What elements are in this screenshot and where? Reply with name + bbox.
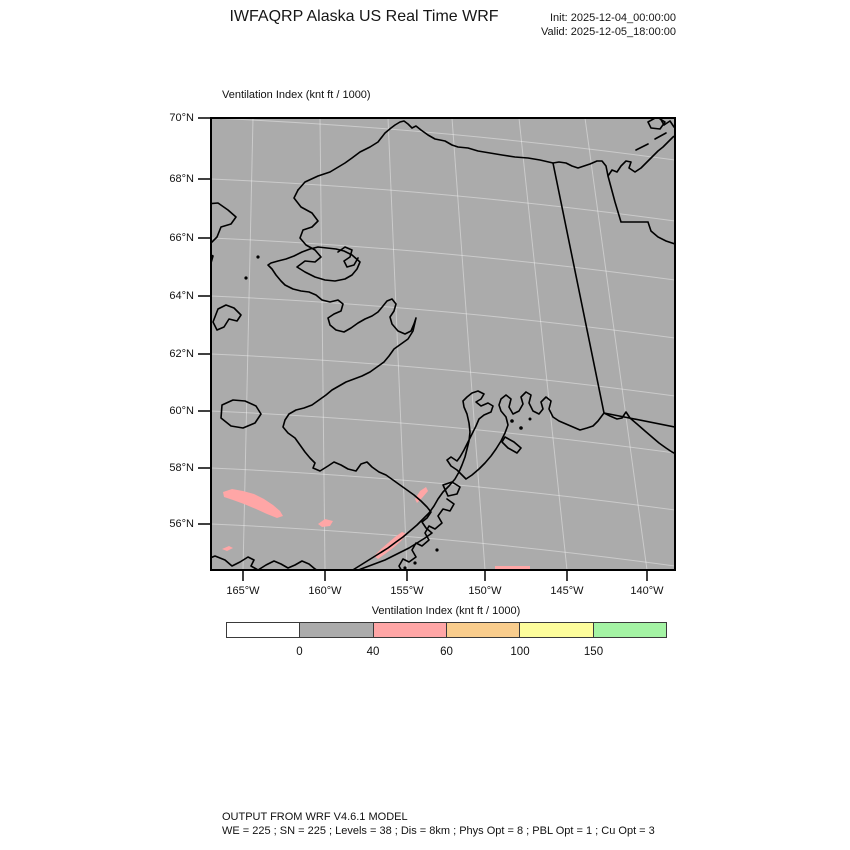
colorbar-segment bbox=[374, 623, 447, 637]
ytick-label: 66°N bbox=[169, 232, 194, 244]
init-time: Init: 2025-12-04_00:00:00 bbox=[550, 12, 676, 24]
colorbar-segment bbox=[594, 623, 666, 637]
ytick-label: 60°N bbox=[169, 405, 194, 417]
xtick-label: 165°W bbox=[226, 585, 260, 597]
ytick-label: 64°N bbox=[169, 290, 194, 302]
xtick-label: 160°W bbox=[308, 585, 342, 597]
ytick-label: 56°N bbox=[169, 518, 194, 530]
ytick-label: 68°N bbox=[169, 173, 194, 185]
xtick-label: 140°W bbox=[630, 585, 664, 597]
xtick-label: 145°W bbox=[550, 585, 584, 597]
colorbar-segment bbox=[520, 623, 593, 637]
ytick-label: 62°N bbox=[169, 348, 194, 360]
ytick-label: 58°N bbox=[169, 462, 194, 474]
colorbar-segment bbox=[227, 623, 300, 637]
xtick-label: 150°W bbox=[468, 585, 502, 597]
plot-main-title: IWFAQRP Alaska US Real Time WRF bbox=[229, 8, 499, 25]
colorbar-tick-label: 60 bbox=[440, 646, 453, 658]
colorbar-tick-label: 40 bbox=[366, 646, 380, 658]
colorbar-tick-label: 100 bbox=[510, 646, 530, 658]
colorbar-tick-label: 0 bbox=[296, 646, 303, 658]
map-area bbox=[205, 117, 681, 579]
valid-time: Valid: 2025-12-05_18:00:00 bbox=[541, 26, 676, 38]
map-background bbox=[211, 118, 675, 570]
model-output-note: OUTPUT FROM WRF V4.6.1 MODEL bbox=[222, 811, 408, 823]
colorbar-tick-label: 150 bbox=[583, 646, 604, 658]
ytick-label: 70°N bbox=[169, 112, 194, 124]
map-variable-title: Ventilation Index (knt ft / 1000) bbox=[222, 89, 371, 101]
colorbar-title: Ventilation Index (knt ft / 1000) bbox=[371, 605, 521, 617]
colorbar-segment bbox=[447, 623, 520, 637]
xtick-label: 155°W bbox=[390, 585, 424, 597]
model-config-note: WE = 225 ; SN = 225 ; Levels = 38 ; Dis = 8km ; Phys Opt = 8 ; PBL Opt = 1 ; Cu Opt = 3 bbox=[222, 825, 655, 837]
colorbar-segment bbox=[300, 623, 373, 637]
colorbar bbox=[226, 622, 667, 638]
